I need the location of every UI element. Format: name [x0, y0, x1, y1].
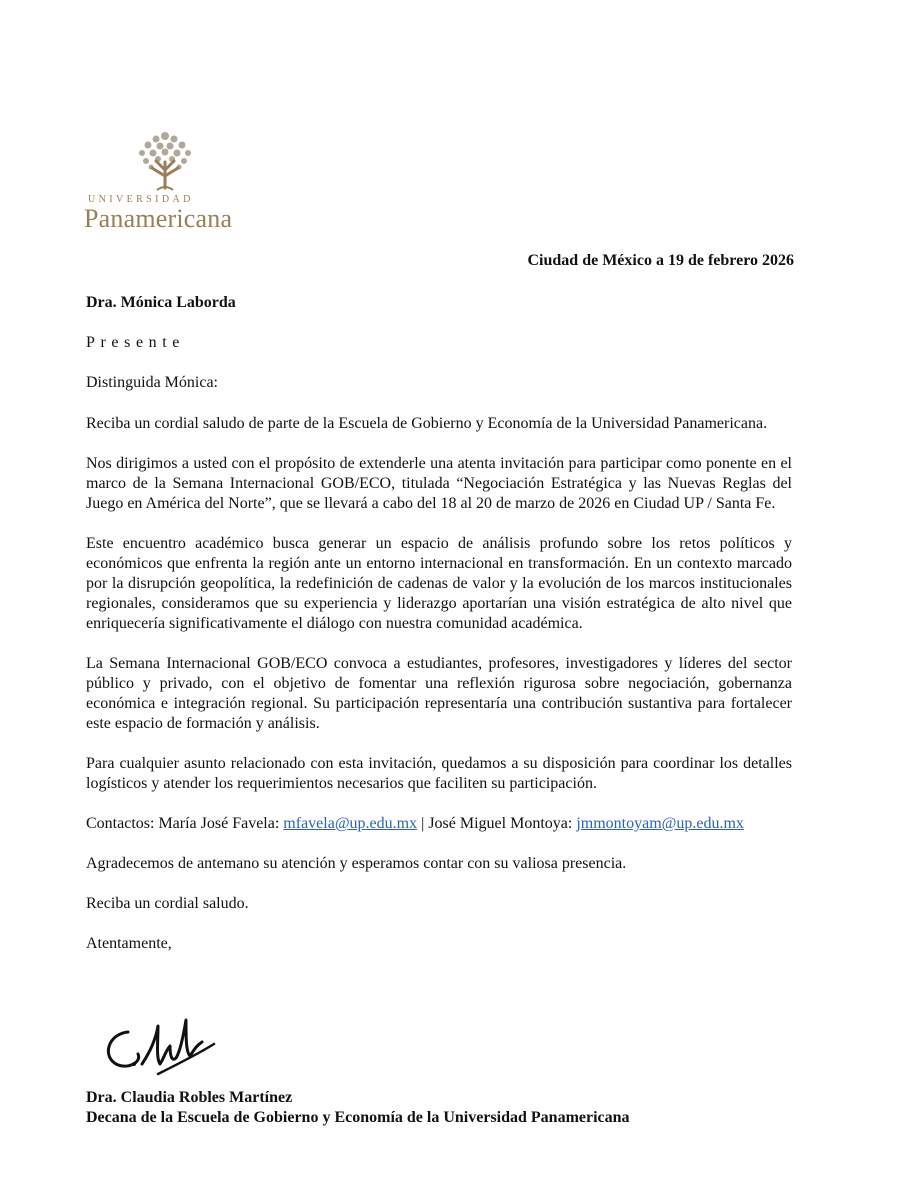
greeting: Distinguida Mónica: [86, 374, 218, 391]
letter-body [86, 414, 792, 974]
paragraph-invitation: Nos dirigimos a usted con el propósito de extenderle una atenta invitación para participar como ponente en el marco de la Semana Internacional GOB/ECO, titulada “Negociación Estratégica y las Nuevas Reglas del Juego en América del Norte”, que se llevará a cabo del 18 al 20 de marzo de 2026 en Ciudad UP / Santa Fe. [86, 455, 792, 512]
closing-greeting: Reciba un cordial saludo. [86, 895, 249, 912]
contacts-line [86, 814, 792, 834]
paragraph-audience: La Semana Internacional GOB/ECO convoca a estudiantes, profesores, investigadores y líderes del sector público y privado, con el objetivo de fomentar una reflexión rigurosa sobre negociación, gobernanza económica e integración regional. Su participación representaría una contribución sustantiva para fortalecer este espacio de formación y análisis. [86, 655, 792, 732]
logo-panamericana-text: Panamericana [84, 204, 233, 233]
presente-line: Presente [86, 334, 186, 351]
contacts-separator: | José Miguel Montoya: [417, 815, 577, 832]
paragraph-availability: Para cualquier asunto relacionado con esta invitación, quedamos a su disposición para coordinar los detalles logísticos y atender los requerimientos necesarios que faciliten su participación. [86, 755, 792, 792]
paragraph-thanks: Agradecemos de antemano su atención y esperamos contar con su valiosa presencia. [86, 855, 627, 872]
letter-date: Ciudad de México a 19 de febrero 2026 [527, 252, 794, 269]
paragraph-context: Este encuentro académico busca generar un espacio de análisis profundo sobre los retos políticos y económicos que enfrenta la región ante un entorno internacional en transformación. En un contexto marcado por la disrupción geopolítica, la redefinición de cadenas de valor y la evolución de los marcos institucionales regionales, consideramos que su experiencia y liderazgo aportarían una visión estratégica de alto nivel que enriquecería significativamente el diálogo con nuestra comunidad académica. [86, 535, 792, 632]
email-link-favela[interactable]: mfavela@up.edu.mx [283, 815, 418, 832]
logo-university-text: UNIVERSIDAD [88, 194, 194, 205]
recipient-name: Dra. Mónica Laborda [86, 294, 236, 311]
signer-block [86, 1088, 630, 1128]
paragraph-greeting: Reciba un cordial saludo de parte de la Escuela de Gobierno y Economía de la Universidad Panamericana. [86, 415, 768, 432]
handwritten-signature [98, 1012, 218, 1089]
signer-title: Decana de la Escuela de Gobierno y Economía de la Universidad Panamericana [86, 1109, 630, 1126]
email-link-montoya[interactable]: jmmontoyam@up.edu.mx [576, 815, 744, 832]
closing-atentamente: Atentamente, [86, 935, 172, 952]
contacts-prefix: Contactos: María José Favela: [86, 815, 284, 832]
signer-name: Dra. Claudia Robles Martínez [86, 1089, 293, 1106]
tree-of-life-icon [132, 128, 198, 192]
university-logo [84, 128, 254, 233]
